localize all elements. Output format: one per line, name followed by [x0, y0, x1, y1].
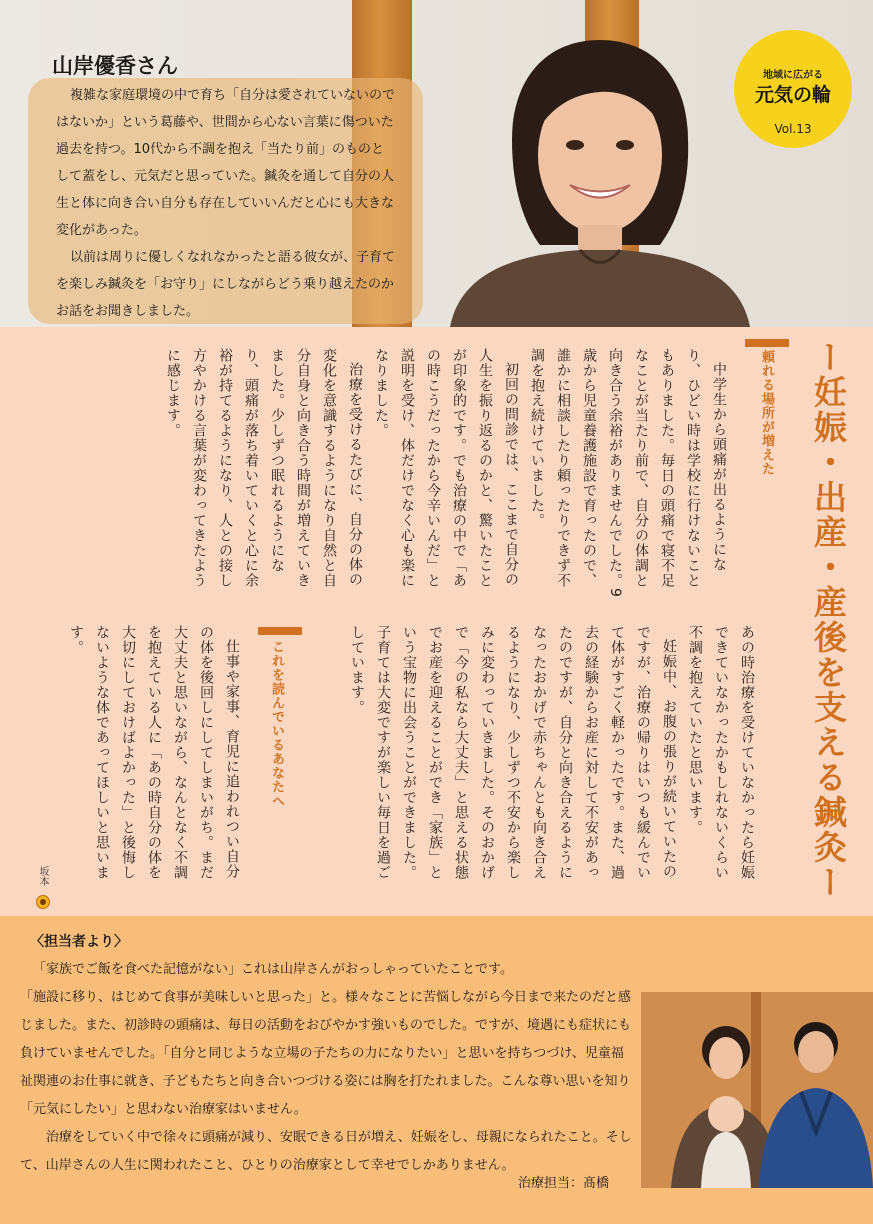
staff-paragraph: 治療をしていく中で徐々に頭痛が減り、安眠できる日が増え、妊娠をし、母親になられたこと。そして、山岸さんの人生に関われたこと、ひとりの治療家として幸せでしかありません。: [20, 1130, 632, 1173]
intro-paragraph: 複雑な家庭環境の中で育ち「自分は愛されていないのではないか」という葛藤や、世間から心ない言葉に傷ついた過去を持つ。10代から不調を抱え「当たり前」のものとして蓋をし、元気だと思っていた。鍼灸を通して自分の人生と体に向き合い自分も存在していいんだと心にも大きな変化があった。: [56, 88, 396, 238]
article-text-lower-right: [308, 625, 760, 883]
section-heading-2: これを読んでいるあなたへ: [269, 640, 284, 808]
article-paragraph: 治療を受けるたびに、自分の体の変化を意識するようになり自然と自分自身と向き合う時間が増えていきました。少しずつ眠れるようになり、頭痛が落ち着いていくと心に余裕が持てるようになり、人との接し方やかける言葉が変わってきたように感じます。: [165, 348, 363, 588]
main-title: ー妊娠・出産・産後を支える鍼灸ー: [809, 340, 848, 900]
family-illustration: [641, 992, 873, 1188]
badge-volume: Vol.13: [774, 122, 812, 136]
series-badge: [734, 30, 852, 148]
woman-portrait: [450, 20, 750, 327]
article-paragraph: 初回の問診では、ここまで自分の人生を振り返るのかと、驚いたことが印象的です。でも治療の中で「あの時こうだったから今辛いんだ」と説明を受け、体だけでなく心も楽になりました。: [373, 348, 519, 588]
intro-paragraph: 以前は周りに優しくなれなかったと語る彼女が、子育てを楽しみ鍼灸を「お守り」にしながらどう乗り越えたのかお話をお聞きしました。: [56, 250, 396, 319]
section-heading-bar: [258, 627, 302, 635]
article-paragraph: あの時治療を受けていなかったら妊娠できていなかったかもしれないくらい不調を抱えていたと思います。: [687, 625, 755, 880]
article-paragraph: 妊娠中、お腹の張りが続いていたのですが、治療の帰りはいつも緩んでいて体がすごく軽かったです。また、過去の経験からお産に対して不安があったのですが、自分と向き合えるようになったおかげで赤ちゃんとも向き合えるようになり、少しずつ不安から楽しみに変わっていきました。そのおかげで「今の私なら大丈夫」と思える状態でお産を迎えることができ「家族」という宝物に出会うことができました。子育ては大変ですが楽しい毎日を過ごしています。: [349, 625, 677, 880]
intro-text: [56, 82, 396, 325]
badge-subtitle: 地域に広がる: [763, 70, 823, 81]
family-photo: [641, 992, 873, 1188]
sunflower-icon: [36, 895, 50, 909]
article-text-lower-left: [55, 625, 245, 883]
section-heading-bar: [745, 339, 789, 347]
staff-paragraph: 「家族でご飯を食べた記憶がない」これは山岸さんがおっしゃっていたことです。: [33, 962, 513, 977]
badge-title: 元気の輪: [754, 84, 831, 106]
article-text-upper: [40, 348, 732, 598]
writer-signature: 坂本: [37, 866, 48, 886]
staff-credit: 治療担当：髙橋: [518, 1176, 610, 1191]
interviewee-name: 山岸優香さん: [52, 54, 178, 78]
staff-comment-title: 〈担当者より〉: [30, 934, 128, 950]
staff-paragraph: 「施設に移り、はじめて食事が美味しいと思った」と。様々なことに苦悩しながら今日まで来たのだと感じました。また、初診時の頭痛は、毎日の活動をおびやかす強いものでした。ですが、境遇にも症状にも負けていませんでした。「自分と同じような立場の子たちの力になりたい」と思いを持ちつづけ、児童福祉関連のお仕事に就き、子どもたちと向き合いつづける姿には胸を打たれました。こんな尊い思いを知り「元気にしたい」と思わない治療家はいません。: [20, 990, 632, 1117]
article-paragraph: 仕事や家事、育児に追われつい自分の体を後回しにしてしまいがち。まだ大丈夫と思いながら、なんとなく不調を抱えている人に「あの時自分の体を大切にしておけばよかった」と後悔しないような体であってほしいと思います。: [68, 625, 240, 880]
staff-comment-text: [20, 956, 856, 1188]
section-heading-1: 頼れる場所が増えた: [759, 350, 774, 476]
article-paragraph: 中学生から頭痛が出るようになり、ひどい時は学校に行けないこともありました。毎日の頭痛で寝不足なことが当たり前で、自分の体調と向き合う余裕がありませんでした。9歳から児童養護施設で育ったので、誰かに相談したり頼ったりできず不調を抱え続けていました。: [529, 348, 727, 598]
